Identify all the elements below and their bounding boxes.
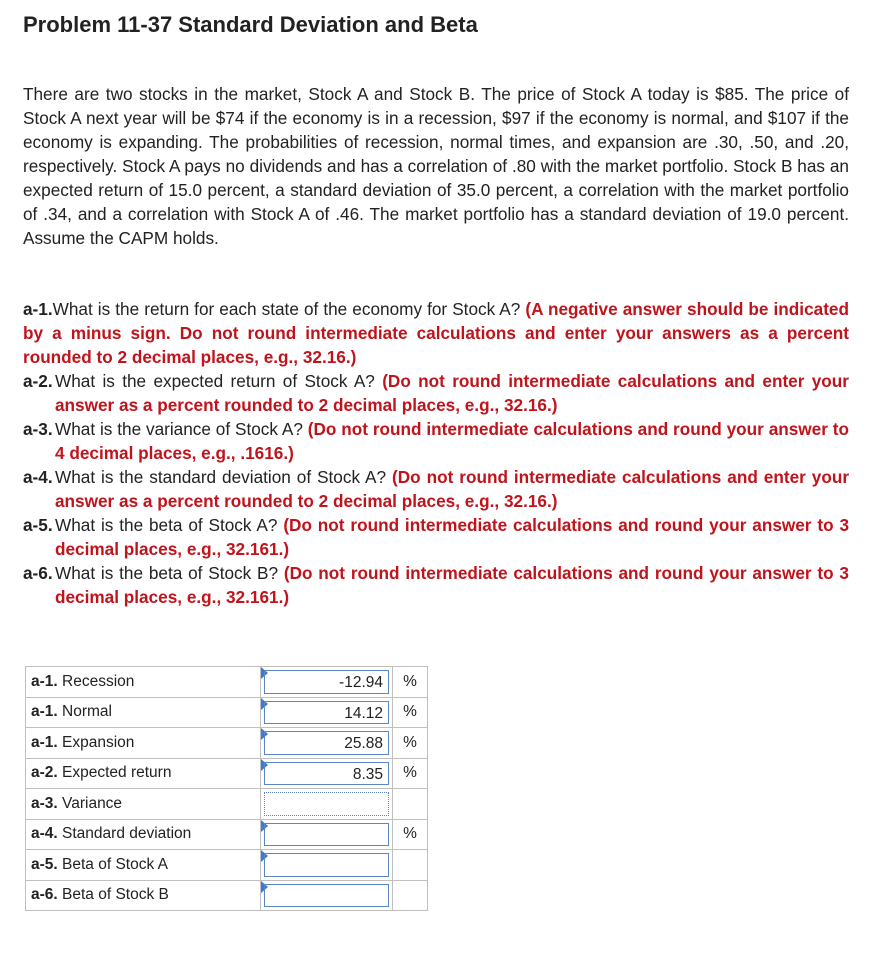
- problem-title: Problem 11-37 Standard Deviation and Beta: [23, 12, 478, 37]
- question-label: a-6.: [23, 563, 53, 583]
- unit-label: [393, 789, 428, 820]
- unit-label: %: [393, 728, 428, 759]
- question-label: a-1.: [23, 299, 53, 319]
- table-row: [26, 819, 428, 850]
- expansion-input[interactable]: 25.88: [264, 731, 389, 755]
- question-instruction: (A negative answer should be indicated by a minus sign. Do not round intermediate calculations and enter your answers as a percent rounded to 2 decimal places, e.g., 32.16.): [23, 299, 849, 367]
- unit-label: %: [393, 697, 428, 728]
- answer-table: [25, 666, 428, 911]
- unit-label: [393, 880, 428, 911]
- problem-statement: There are two stocks in the market, Stock A and Stock B. The price of Stock A today is $85. The price of Stock A next year will be $74 if the economy is in a recession, $97 if the economy is normal, and $107 if the economy is expanding. The probabilities of recession, normal times, and expansion are .30, .50, and .20, respectively. Stock A pays no dividends and has a correlation of .80 with the market portfolio. Stock B has an expected return of 15.0 percent, a standard deviation of 35.0 percent, a correlation with the market portfolio of .34, and a correlation with Stock A of .46. The market portfolio has a standard deviation of 19.0 percent. Assume the CAPM holds.: [23, 84, 849, 248]
- question-item: [23, 561, 849, 609]
- question-item: [23, 369, 849, 417]
- unit-label: %: [393, 819, 428, 850]
- standard-deviation-input[interactable]: [264, 823, 389, 847]
- expected-return-input-cell: [261, 758, 393, 789]
- unit-label: %: [393, 667, 428, 698]
- recession-input[interactable]: -12.94: [264, 670, 389, 694]
- beta-b-input-cell: [261, 880, 393, 911]
- beta-a-input-cell: [261, 850, 393, 881]
- row-label: a-2. Expected return: [26, 758, 261, 789]
- question-instruction: (Do not round intermediate calculations and round your answer to 3 decimal places, e.g., 32.161.): [55, 515, 850, 559]
- row-label: a-5. Beta of Stock A: [26, 850, 261, 881]
- question-text: What is the variance of Stock A?: [55, 419, 303, 439]
- question-instruction: (Do not round intermediate calculations and enter your answer as a percent rounded to 2 decimal places, e.g., 32.16.): [55, 371, 849, 415]
- table-row: [26, 697, 428, 728]
- table-row: [26, 667, 428, 698]
- beta-a-input[interactable]: [264, 853, 389, 877]
- question-text: What is the standard deviation of Stock A?: [55, 467, 387, 487]
- row-label: a-1. Expansion: [26, 728, 261, 759]
- expected-return-input[interactable]: 8.35: [264, 762, 389, 786]
- unit-label: [393, 850, 428, 881]
- expansion-input-cell: [261, 728, 393, 759]
- row-label: a-1. Normal: [26, 697, 261, 728]
- question-text: What is the beta of Stock A?: [55, 515, 278, 535]
- question-label: a-2.: [23, 371, 53, 391]
- normal-input-cell: [261, 697, 393, 728]
- question-item: [23, 297, 849, 369]
- question-text: What is the beta of Stock B?: [55, 563, 279, 583]
- table-row: [26, 850, 428, 881]
- question-text: What is the return for each state of the economy for Stock A?: [52, 299, 521, 319]
- row-label: a-6. Beta of Stock B: [26, 880, 261, 911]
- table-row: [26, 728, 428, 759]
- beta-b-input[interactable]: [264, 884, 389, 908]
- question-list: [23, 297, 849, 609]
- row-label: a-1. Recession: [26, 667, 261, 698]
- question-instruction: (Do not round intermediate calculations and enter your answer as a percent rounded to 2 decimal places, e.g., 32.16.): [55, 467, 850, 511]
- question-label: a-5.: [23, 515, 53, 535]
- question-item: [23, 417, 849, 465]
- recession-input-cell: [261, 667, 393, 698]
- question-item: [23, 513, 849, 561]
- question-instruction: (Do not round intermediate calculations and round your answer to 3 decimal places, e.g., 32.161.): [55, 563, 849, 607]
- unit-label: %: [393, 758, 428, 789]
- table-row: [26, 880, 428, 911]
- question-text: What is the expected return of Stock A?: [55, 371, 375, 391]
- standard-deviation-input-cell: [261, 819, 393, 850]
- question-item: [23, 465, 849, 513]
- row-label: a-3. Variance: [26, 789, 261, 820]
- table-row: [26, 789, 428, 820]
- table-row: [26, 758, 428, 789]
- normal-input[interactable]: 14.12: [264, 701, 389, 725]
- variance-input[interactable]: [264, 792, 389, 816]
- row-label: a-4. Standard deviation: [26, 819, 261, 850]
- question-instruction: (Do not round intermediate calculations and round your answer to 4 decimal places, e.g., .1616.): [55, 419, 850, 463]
- question-label: a-4.: [23, 467, 53, 487]
- question-label: a-3.: [23, 419, 53, 439]
- variance-input-cell: [261, 789, 393, 820]
